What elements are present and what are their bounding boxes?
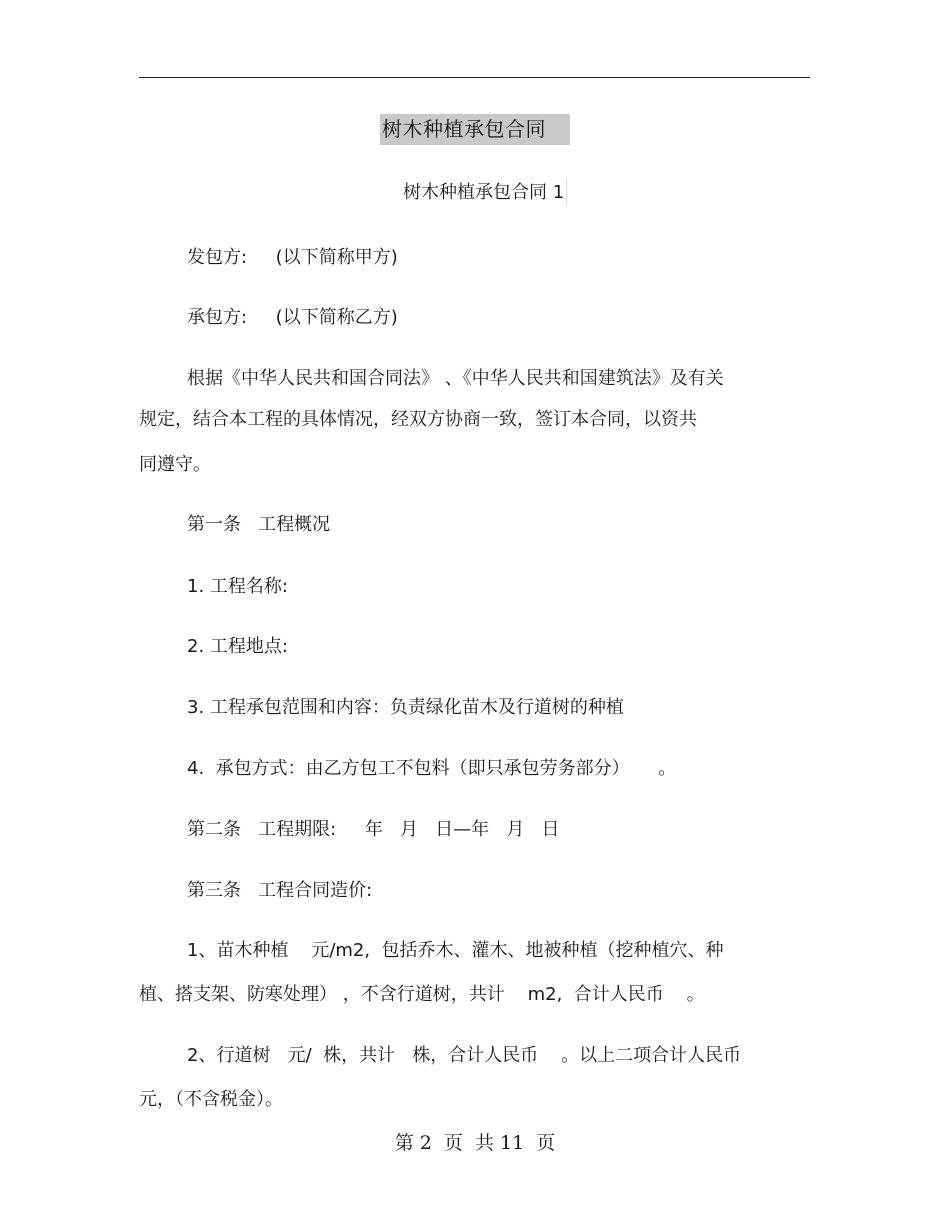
preamble-line-2: 规定，结合本工程的具体情况，经双方协商一致，签订本合同，以资共 xyxy=(139,409,697,430)
page-footer: 第 2 页 共 11 页 xyxy=(394,1132,556,1154)
article-1-heading: 第一条 工程概况 xyxy=(187,514,331,535)
preamble-line-1: 根据《中华人民共和国合同法》 、《中华人民共和国建筑法》及有关 xyxy=(187,368,724,389)
party-a-line: 发包方: (以下简称甲方) xyxy=(187,247,398,268)
article-2-line: 第二条 工程期限: 年 月 日—年 月 日 xyxy=(187,819,560,840)
header-rule xyxy=(139,77,810,78)
party-b-line: 承包方: (以下简称乙方) xyxy=(187,307,398,328)
document-title: 树木种植承包合同 xyxy=(380,114,570,145)
article-3-item-1-line-2: 植、搭支架、防寒处理） ，不含行道树，共计 m2, 合计人民币 。 xyxy=(139,984,705,1005)
article-1-item-1: 1. 工程名称: xyxy=(187,576,288,597)
article-3-item-2-line-2: 元，（不含税金）。 xyxy=(139,1089,283,1110)
article-1-item-2: 2. 工程地点: xyxy=(187,636,288,657)
article-3-heading: 第三条 工程合同造价: xyxy=(187,880,373,901)
article-3-item-2-line-1: 2、行道树 元/ 株，共计 株，合计人民币 。以上二项合计人民币 xyxy=(187,1045,742,1066)
article-1-item-4: 4. 承包方式：由乙方包工不包料（即只承包劳务部分） 。 xyxy=(187,758,677,779)
article-3-item-1-line-1: 1、苗木种植 元/m2, 包括乔木、灌木、地被种植（挖种植穴、种 xyxy=(187,940,724,961)
title-container xyxy=(0,114,950,145)
article-1-item-3: 3. 工程承包范围和内容：负责绿化苗木及行道树的种植 xyxy=(187,697,624,718)
document-subtitle: 树木种植承包合同 1 xyxy=(403,180,567,206)
preamble-line-3: 同遵守。 xyxy=(139,454,211,475)
